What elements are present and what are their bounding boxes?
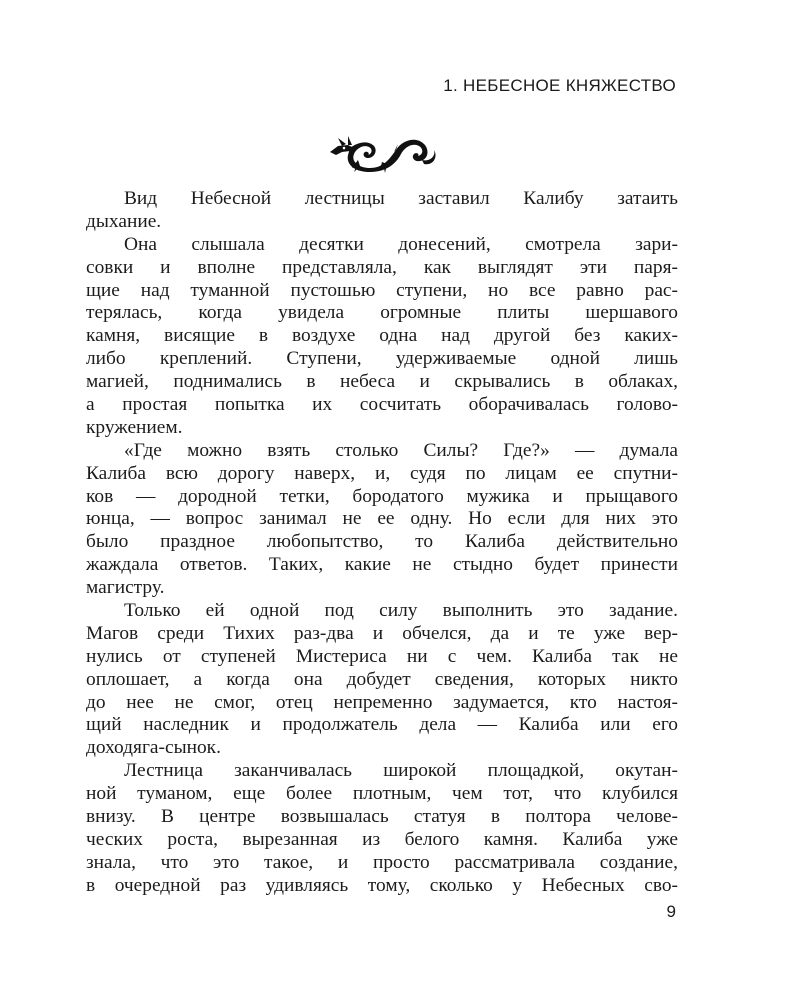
- text-line: дыхание.: [86, 210, 162, 232]
- text-line: щий наследник и продолжатель дела — Калиба или его: [86, 714, 678, 736]
- text-line: «Где можно взять столько Силы? Где?» — думала: [124, 439, 678, 461]
- text-line: внизу. В центре возвышалась статуя в полтора челове-: [86, 806, 678, 828]
- text-line: терялась, когда увидела огромные плиты шершавого: [86, 302, 678, 324]
- text-line: нулись от ступеней Мистериса ни с чем. Калиба так не: [86, 645, 678, 667]
- text-line: жаждала ответов. Таких, какие не стыдно будет принести: [86, 554, 678, 576]
- text-line: Магов среди Тихих раз-два и обчелся, да и те уже вер-: [86, 622, 678, 644]
- text-line: щие над туманной пустошью ступени, но все равно рас-: [86, 279, 678, 301]
- text-line: магией, поднимались в небеса и скрывались в облаках,: [86, 371, 678, 393]
- text-line: совки и вполне представляла, как выглядят эти паря-: [86, 256, 678, 278]
- text-line: оплошает, а когда она добудет сведения, которых никто: [86, 668, 678, 690]
- text-line: в очередной раз удивляясь тому, сколько у Небесных сво-: [86, 874, 678, 896]
- text-line: доходяга-сынок.: [86, 737, 221, 759]
- text-line: камня, висящие в воздухе одна над другой без каких-: [86, 325, 678, 347]
- text-line: кружением.: [86, 416, 183, 438]
- text-line: Она слышала десятки донесений, смотрела зари-: [124, 233, 678, 255]
- text-line: юнца, — вопрос занимал не ее одну. Но если для них это: [86, 508, 678, 530]
- running-head: 1. НЕБЕСНОЕ КНЯЖЕСТВО: [443, 76, 676, 95]
- text-line: а простая попытка их сосчитать оборачивалась голово-: [86, 394, 678, 416]
- text-line: Вид Небесной лестницы заставил Калибу затаить: [124, 188, 678, 209]
- text-line: ков — дородной тетки, бородатого мужика и прыщавого: [86, 485, 678, 507]
- text-line: до нее не смог, отец непременно задумается, кто настоя-: [86, 691, 678, 713]
- text-line: Калиба всю дорогу наверх, и, судя по лицам ее спутни-: [86, 462, 678, 484]
- text-line: ческих роста, вырезанная из белого камня. Калиба уже: [86, 828, 678, 850]
- text-line: либо креплений. Ступени, удерживаемые одной лишь: [86, 348, 678, 370]
- text-line: было праздное любопытство, то Калиба действительно: [86, 531, 678, 553]
- body-text: [86, 188, 678, 898]
- dragon-ornament-icon: [324, 124, 440, 174]
- text-line: ной туманом, еще более плотным, чем тот, что клубился: [86, 783, 678, 805]
- text-line: знала, что это такое, и просто рассматривала создание,: [86, 851, 678, 873]
- text-line: Лестница заканчивалась широкой площадкой, окутан-: [124, 760, 678, 782]
- text-line: магистру.: [86, 577, 165, 599]
- page-number: 9: [666, 902, 676, 921]
- text-line: Только ей одной под силу выполнить это задание.: [124, 600, 678, 622]
